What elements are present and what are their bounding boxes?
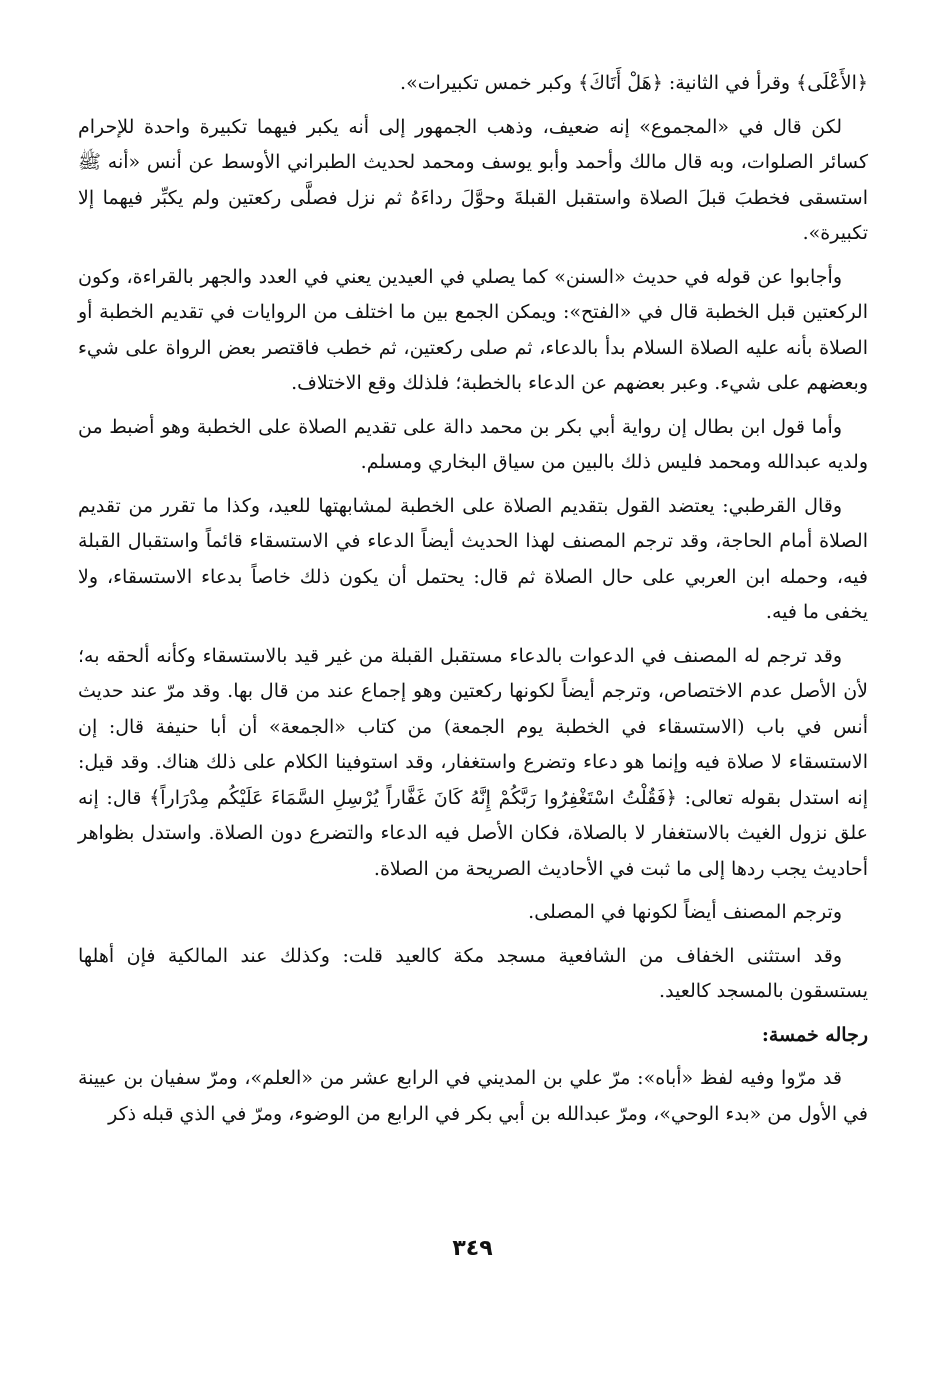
- page-body: [78, 66, 868, 1132]
- paragraph-qurtubi: وقال القرطبي: يعتضد القول بتقديم الصلاة على الخطبة لمشابهتها للعيد، وكذا ما تقرر من تقديم الصلاة أمام الحاجة، وقد ترجم المصنف لهذا الحديث أيضاً الدعاء في الاستسقاء قائماً واستقبال القبلة فيه، وحمله ابن العربي على حال الصلاة ثم قال: يحتمل أن يكون ذلك خاصاً بدعاء الاستسقاء، ولا يخفى ما فيه.: [78, 494, 868, 623]
- paragraph-rijal: قد مرّوا وفيه لفظ «أباه»: مرّ علي بن المديني في الرابع عشر من «العلم»، ومرّ سفيان بن عيينة في الأول من «بدء الوحي»، ومرّ عبدالله بن أبي بكر في الرابع من الوضوء، ومرّ في الذي قبله ذكر: [78, 1067, 868, 1125]
- section-heading: رجاله خمسة:: [761, 1023, 868, 1046]
- paragraph-khaffaf: وقد استثنى الخفاف من الشافعية مسجد مكة كالعيد قلت: وكذلك عند المالكية فإن أهلها يستسقون بالمسجد كالعيد.: [78, 944, 868, 1002]
- paragraph-sunan: وأجابوا عن قوله في حديث «السنن» كما يصلي في العيدين يعني في العدد والجهر بالقراءة، وكون الركعتين قبل الخطبة قال في «الفتح»: ويمكن الجمع بين ما اختلف من الروايات في تقديم الخطبة أو الصلاة بأنه عليه الصلاة السلام بدأ بالدعاء، ثم صلى ركعتين، ثم خطب فاقتصر بعض الرواة على شيء وبعضهم على شيء. وعبر بعضهم عن الدعاء بالخطبة؛ فلذلك وقع الاختلاف.: [78, 265, 868, 394]
- paragraph-majmu: لكن قال في «المجموع» إنه ضعيف، وذهب الجمهور إلى أنه يكبر فيهما تكبيرة واحدة للإحرام كسائر الصلوات، وبه قال مالك وأحمد وأبو يوسف ومحمد لحديث الطبراني الأوسط عن أنس «أنه ﷺ استسقى فخطبَ قبلَ الصلاة واستقبل القبلةَ وحوَّلَ رداءَهُ ثم نزل فصلَّى ركعتين ولم يكبِّر فيهما إلا تكبيرة».: [78, 115, 868, 244]
- paragraph-daawat: وقد ترجم له المصنف في الدعوات بالدعاء مستقبل القبلة من غير قيد بالاستسقاء وكأنه ألحقه به؛ لأن الأصل عدم الاختصاص، وترجم أيضاً لكونها ركعتين وهو إجماع عند من قال بها. وقد مرّ عند حديث أنس في باب (الاستسقاء في الخطبة يوم الجمعة) من كتاب «الجمعة» أن أبا حنيفة قال: إن الاستسقاء لا صلاة فيه وإنما هو دعاء وتضرع واستغفار، وقد استوفينا الكلام على ذلك هناك. وقد قيل: إنه استدل بقوله تعالى: ﴿فَقُلْتُ اسْتَغْفِرُوا رَبَّكُمْ إِنَّهُ كَانَ غَفَّاراً يُرْسِلِ السَّمَاءَ عَلَيْكُم مِدْرَاراً﴾ قال: إنه علق نزول الغيث بالاستغفار لا بالصلاة، فكان الأصل فيه الدعاء والتضرع دون الصلاة. واستدل بظواهر أحاديث يجب ردها إلى ما ثبت في الأحاديث الصريحة من الصلاة.: [78, 644, 868, 880]
- page-number: ٣٤٩: [452, 1236, 493, 1261]
- paragraph-musalla: وترجم المصنف أيضاً لكونها في المصلى.: [528, 901, 842, 923]
- paragraph-continuation: ﴿الأَعْلَى﴾ وقرأ في الثانية: ﴿هَلْ أَتَاكَ﴾ وكبر خمس تكبيرات».: [400, 72, 868, 94]
- paragraph-ibn-battal: وأما قول ابن بطال إن رواية أبي بكر بن محمد دالة على تقديم الصلاة على الخطبة وهو أضبط من ولديه عبدالله ومحمد فليس ذلك بالبين من سياق البخاري ومسلم.: [78, 415, 868, 473]
